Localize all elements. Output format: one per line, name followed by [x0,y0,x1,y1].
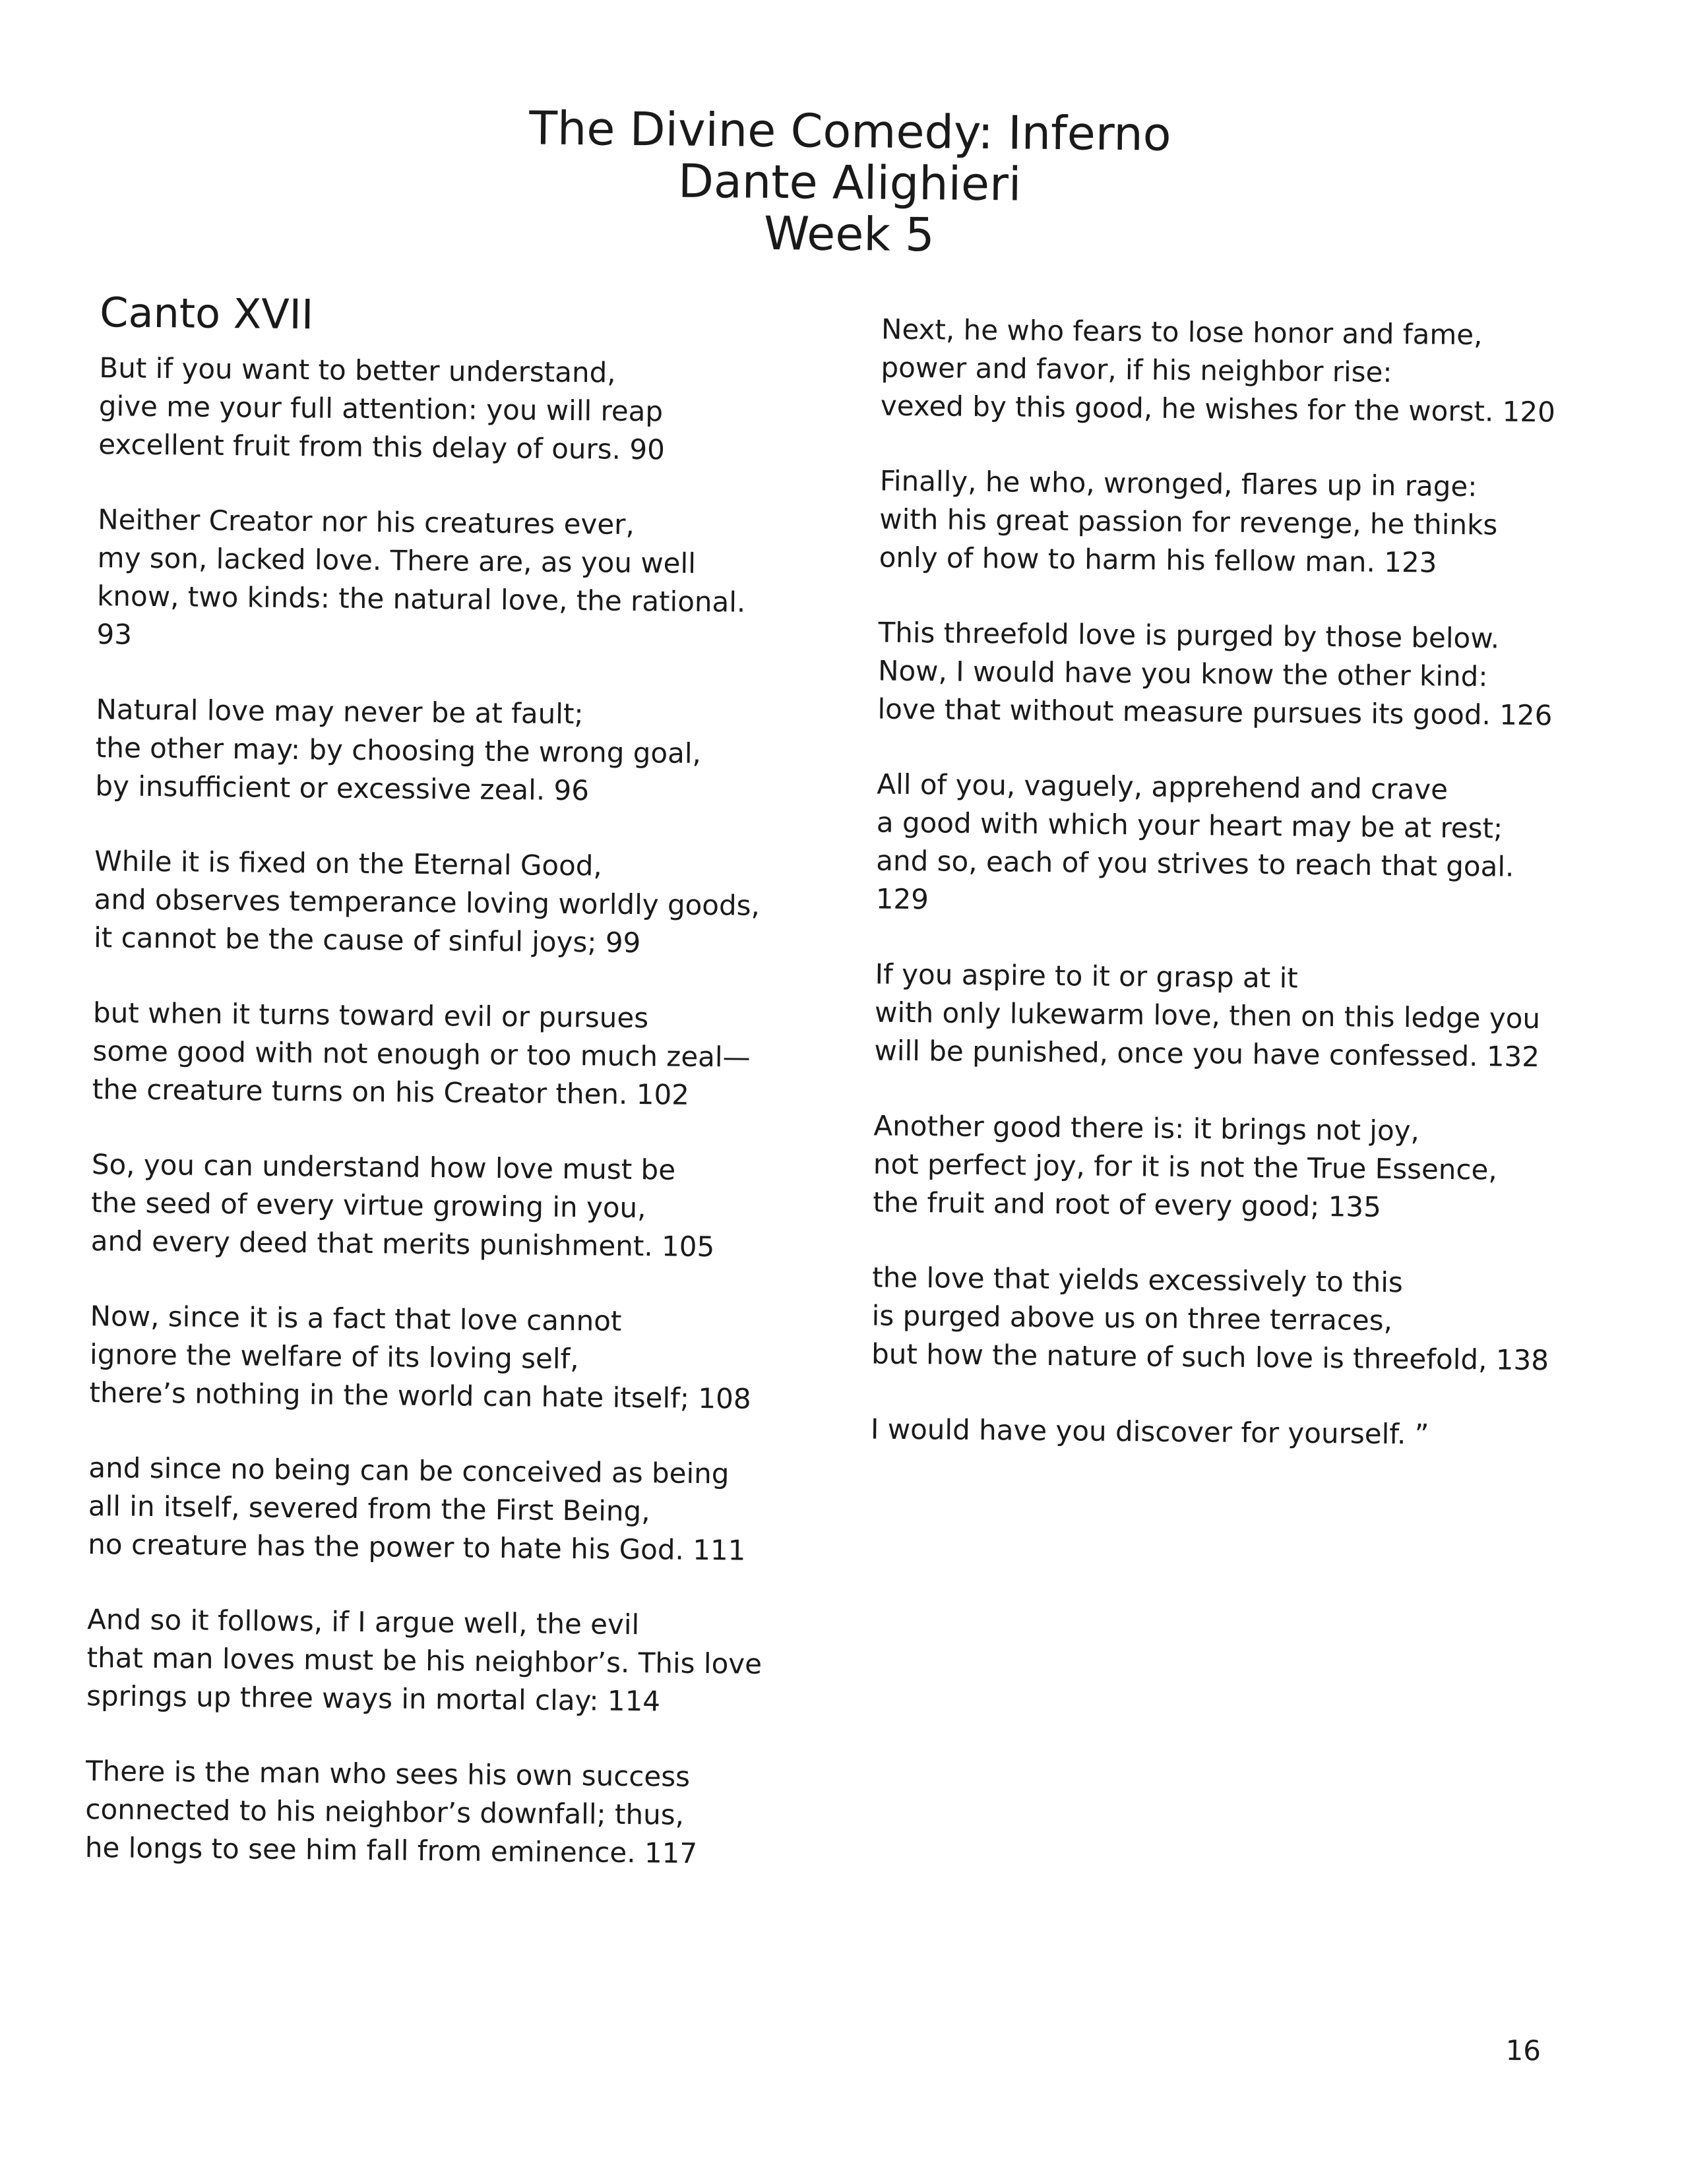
verse-line: Finally, he who, wronged, flares up in rage: [879,464,1478,503]
left-column [84,289,878,1911]
verse-line: If you aspire to it or grasp at it [875,957,1298,994]
canto-heading: Canto XVII [99,288,314,339]
verse-line: springs up three ways in mortal clay: 114 [86,1680,661,1718]
stanza [877,614,1657,736]
verse-line: love that without measure pursues its good. 126 [877,692,1553,732]
page-number: 16 [1505,2034,1542,2067]
stanza [879,462,1658,584]
verse-line: and every deed that merits punishment. 105 [90,1225,715,1263]
verse-line: All of you, vaguely, apprehend and crave [877,768,1448,806]
verse-line: that man loves must be his neighbor’s. This love [86,1641,763,1680]
verse-line: the creature turns on his Creator then. 102 [92,1073,690,1111]
verse-line: only of how to harm his fellow man. 123 [879,541,1437,579]
stanza [98,349,878,471]
verse-line: There is the man who sees his own success [85,1755,691,1793]
verse-line: 93 [96,618,133,651]
stanza [871,1258,1651,1380]
stanza [96,501,876,661]
verse-line: there’s nothing in the world can hate itself; 108 [89,1376,751,1415]
document-author: Dante Alighieri [677,154,1022,212]
verse-line: with only lukewarm love, then on this ledge you [874,996,1541,1035]
verse-line: 129 [875,882,929,916]
verse-line: power and favor, if his neighbor rise: [881,351,1392,388]
document-week: Week 5 [763,206,935,262]
verse-line: the other may: by choosing the wrong goal, [95,731,702,770]
verse-line: So, you can understand how love must be [91,1148,676,1186]
verse-line: the seed of every virtue growing in you, [91,1186,646,1225]
verse-line: Now, since it is a fact that love cannot [90,1300,622,1337]
stanza [86,1600,866,1722]
verse-line: This threefold love is purged by those below. [878,616,1500,655]
verse-line: with his great passion for revenge, he thinks [879,502,1498,541]
verse-line: my son, lacked love. There are, as you well [97,541,697,580]
stanza [871,1410,1650,1455]
verse-line: While it is fixed on the Eternal Good, [94,845,603,882]
stanza [881,311,1660,433]
verse-line: know, two kinds: the natural love, the rational. [96,580,746,619]
verse-line: vexed by this good, he wishes for the worst. 120 [880,389,1556,429]
verse-line: Neither Creator nor his creatures ever, [97,503,635,541]
verse-line: Next, he who fears to lose honor and fame, [881,313,1483,351]
verse-line: and since no being can be conceived as being [88,1451,730,1490]
verse-line: a good with which your heart may be at rest; [876,806,1503,845]
verse-line: and so, each of you strives to reach that goal. [876,844,1514,883]
verse-line: but how the nature of such love is threefold, 138 [871,1337,1549,1377]
verse-line: excellent fruit from this delay of ours. 90 [98,428,666,466]
verse-line: the fruit and root of every good; 135 [873,1186,1382,1223]
verse-line: but when it turns toward evil or pursues [92,996,649,1035]
verse-line: Natural love may never be at fault; [96,693,584,731]
verse-line: and observes temperance loving worldly goods, [94,883,761,922]
verse-line: all in itself, severed from the First Being, [88,1490,650,1528]
verse-line: he longs to see him fall from eminence. 117 [84,1831,698,1869]
stanza [95,690,875,812]
verse-line: the love that yields excessively to this [872,1261,1404,1299]
stanza [874,955,1654,1077]
verse-line: not perfect joy, for it is not the True Essence, [873,1147,1497,1186]
verse-line: But if you want to better understand, [99,351,616,389]
verse-line: is purged above us on three terraces, [871,1299,1393,1337]
stanza [90,1145,870,1267]
stanza [875,766,1655,926]
verse-line: some good with not enough or too much zeal— [92,1035,751,1074]
stanza [873,1107,1652,1228]
verse-line: Now, I would have you know the other kind: [877,654,1488,693]
verse-line: no creature has the power to hate his God. 111 [88,1528,746,1567]
document-title: The Divine Comedy: Inferno [528,101,1171,162]
verse-line: I would have you discover for yourself. ” [870,1412,1429,1451]
verse-line: give me your full attention: you will reap [98,390,664,428]
stanza [88,1449,867,1571]
verse-line: by insufficient or excessive zeal. 96 [95,770,590,807]
verse-line: will be punished, once you have confessed. 132 [874,1034,1540,1074]
verse-line: Another good there is: it brings not joy, [873,1109,1420,1147]
stanza [92,994,872,1116]
stanza [85,1752,865,1874]
verse-line: ignore the welfare of its loving self, [89,1338,579,1376]
title-block [470,102,1230,264]
stanza [94,842,873,964]
verse-line: And so it follows, if I argue well, the evil [86,1603,640,1641]
verse-line: connected to his neighbor’s downfall; thus, [85,1793,685,1831]
verse-line: it cannot be the cause of sinful joys; 99 [93,921,641,959]
right-column [870,311,1660,1493]
stanza [89,1297,869,1419]
